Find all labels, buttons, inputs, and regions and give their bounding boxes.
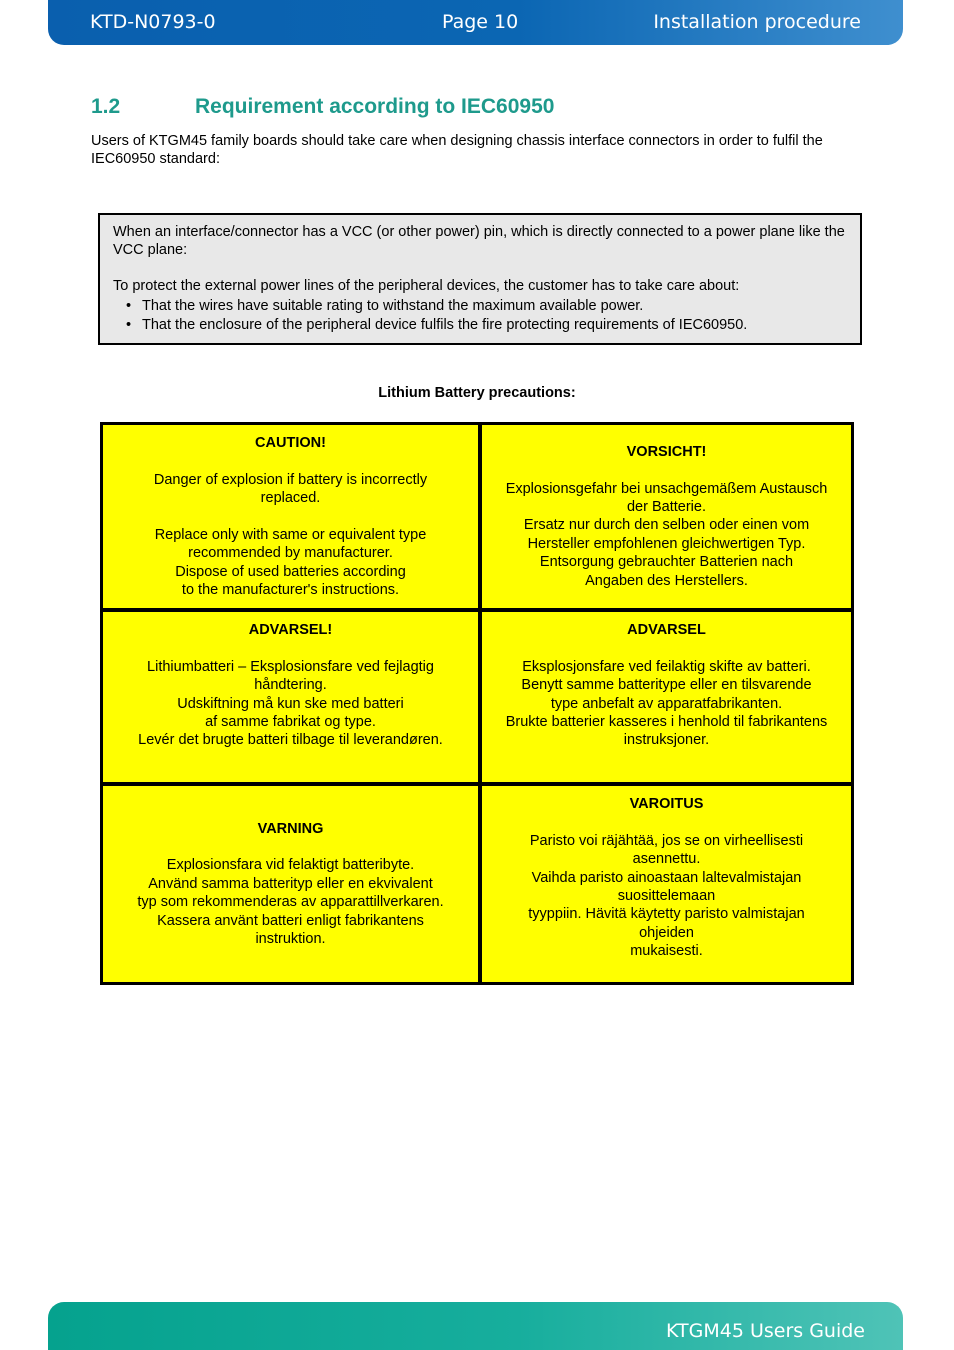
warning-title: VAROITUS (629, 796, 704, 812)
warning-text (528, 832, 804, 961)
warning-line: Dispose of used batteries according (175, 563, 406, 580)
chapter-title: Installation procedure (653, 11, 861, 33)
warning-text (506, 480, 828, 590)
warning-line: typ som rekommenderas av apparattillverkaren. (137, 894, 444, 911)
page-number: Page 10 (442, 11, 519, 33)
warning-title: CAUTION! (255, 435, 326, 451)
warning-line: der Batterie. (626, 499, 706, 516)
note-bullet-list (113, 297, 848, 335)
note-bullet-item: • That the enclosure of the peripheral device fulfils the fire protecting requirements of IEC60950. (113, 316, 848, 335)
intro-paragraph: Users of KTGM45 family boards should take care when designing chassis interface connectors in order to fulfil the IEC60950 standard: (91, 133, 823, 167)
section-title: Requirement according to IEC60950 (195, 95, 555, 118)
warning-line: Danger of explosion if battery is incorrectly (153, 471, 428, 488)
warning-line: Vaihda paristo ainoastaan laltevalmistajan (531, 869, 802, 886)
page-footer (48, 1302, 903, 1350)
warning-line: Använd samma batterityp eller en ekvivalent (148, 875, 433, 892)
warning-line: Levér det brugte batteri tilbage til leverandøren. (138, 732, 443, 749)
battery-warnings-table (100, 422, 854, 985)
warning-cell-danish (103, 612, 478, 782)
warning-line: suosittelemaan (617, 888, 716, 905)
warning-line: Eksplosjonsfare ved feilaktig skifte av batteri. (522, 658, 811, 675)
warning-title: ADVARSEL (627, 622, 706, 638)
warning-line: type anbefalt av apparatfabrikanten. (550, 695, 783, 712)
warning-line: Ersatz nur durch den selben oder einen vom (523, 517, 810, 534)
warning-line: Entsorgung gebrauchter Batterien nach (539, 554, 794, 571)
warning-title: ADVARSEL! (248, 622, 333, 638)
warning-line: Brukte batterier kasseres i henhold til fabrikantens (505, 714, 828, 731)
warning-line: Kassera använt batteri enligt fabrikantens (157, 912, 424, 929)
warning-cell-swedish (103, 786, 478, 982)
warning-line: af samme fabrikat og type. (205, 714, 376, 731)
page-header (48, 0, 903, 45)
note-paragraph-1: When an interface/connector has a VCC (or other power) pin, which is directly connected to a power plane like the VCC plane: (113, 224, 845, 258)
battery-precautions-caption: Lithium Battery precautions: (378, 385, 576, 401)
warning-line: Angaben des Herstellers. (585, 572, 748, 589)
warning-cell-norwegian (482, 612, 851, 782)
warning-line: Paristo voi räjähtää, jos se on virheellisesti (529, 832, 804, 849)
note-paragraph-2: To protect the external power lines of the peripheral devices, the customer has to take care about: (113, 278, 740, 294)
guide-title: KTGM45 Users Guide (666, 1320, 865, 1342)
section-number: 1.2 (91, 95, 121, 118)
warning-text (506, 658, 828, 750)
warning-text (137, 856, 443, 948)
warning-line: instruktion. (255, 931, 326, 947)
iec60950-note-box (98, 213, 862, 345)
warning-line: Replace only with same or equivalent type (154, 527, 427, 543)
warning-cell-english (103, 425, 478, 608)
warning-line: Udskiftning må kun ske med batteri (177, 695, 404, 712)
warning-line: tyyppiin. Hävitä käytetty paristo valmistajan (528, 906, 805, 923)
warning-line: ohjeiden (639, 924, 694, 941)
warning-text (154, 471, 427, 508)
note-bullet-item: • That the wires have suitable rating to withstand the maximum available power. (113, 297, 848, 316)
warning-title: VARNING (257, 820, 324, 837)
warning-line: Lithiumbatteri – Eksplosionsfare ved fejlagtig (147, 658, 434, 675)
warning-line: instruksjoner. (623, 732, 710, 749)
document-id: KTD-N0793-0 (90, 11, 216, 33)
warning-cell-german (482, 425, 851, 608)
section-heading (91, 95, 554, 119)
warning-line: to the manufacturer's instructions. (181, 582, 400, 599)
warning-line: recommended by manufacturer. (188, 545, 393, 562)
warning-line: Hersteller empfohlenen gleichwertigen Typ. (527, 535, 806, 552)
warning-line: mukaisesti. (630, 943, 703, 960)
warning-line: Explosionsfara vid felaktigt batteribyte. (166, 857, 415, 874)
warning-cell-finnish (482, 786, 851, 982)
warning-line: asennettu. (632, 851, 701, 868)
warning-text (138, 658, 443, 750)
warning-title: VORSICHT! (626, 443, 707, 460)
warning-line: replaced. (260, 490, 321, 507)
warning-text (155, 526, 427, 600)
warning-line: Benytt samme batteritype eller en tilsvarende (521, 677, 812, 694)
warning-line: Explosionsgefahr bei unsachgemäßem Austausch (505, 480, 828, 497)
warning-line: håndtering. (254, 677, 327, 694)
